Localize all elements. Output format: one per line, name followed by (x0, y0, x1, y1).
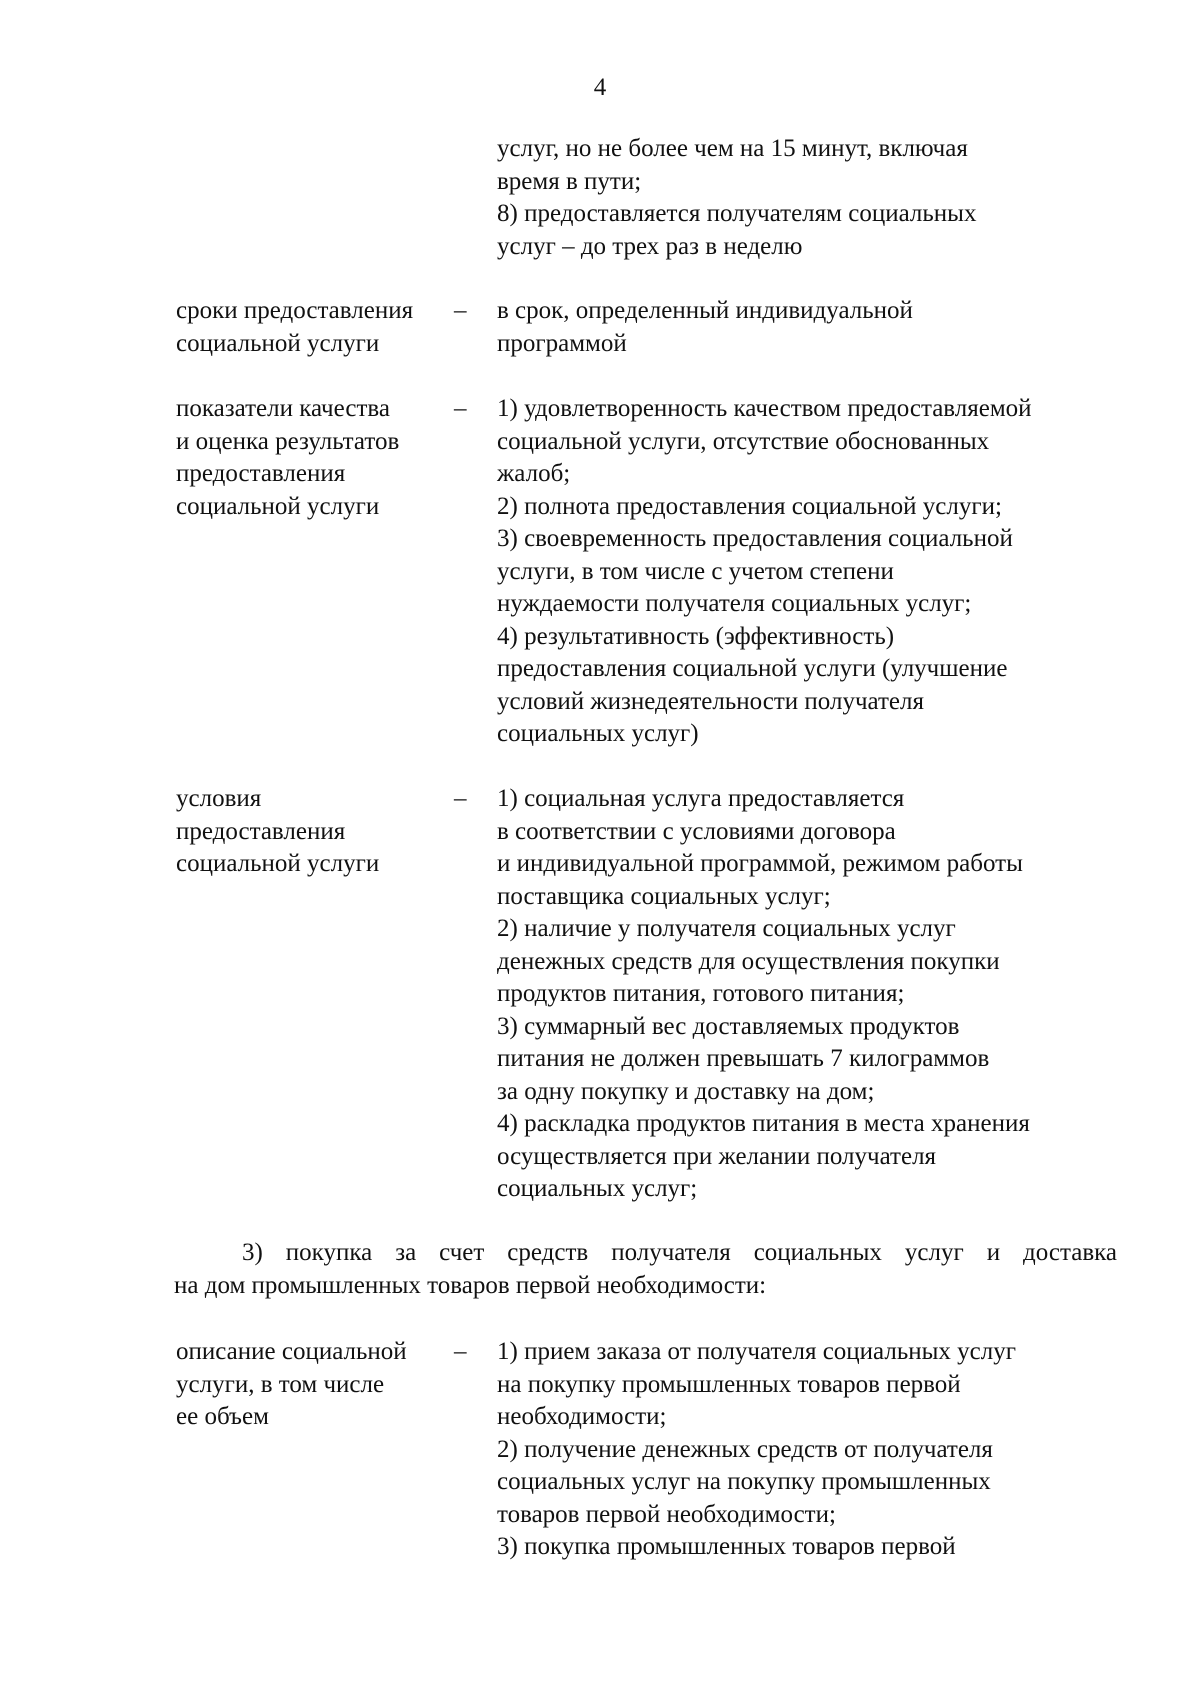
description-line: 1) удовлетворенность качеством предоставляемой (497, 395, 1032, 422)
description-line: и индивидуальной программой, режимом работы (497, 850, 1023, 877)
description-line: поставщика социальных услуг; (497, 882, 831, 910)
description-line: 1) социальная услуга предоставляется (497, 785, 905, 812)
description-line: 4) раскладка продуктов питания в места хранения (497, 1110, 1030, 1137)
term-line: сроки предоставления (176, 297, 414, 324)
term-line: социальной услуги (176, 492, 380, 520)
description-line: социальных услуг; (497, 1175, 698, 1202)
description-line: 4) результативность (эффективность) (497, 622, 895, 650)
dash-separator: – (454, 297, 467, 324)
description-line: условий жизнедеятельности получателя (497, 687, 924, 715)
description-line: питания не должен превышать 7 килограммов (497, 1045, 990, 1072)
description-line: жалоб; (497, 460, 571, 487)
description-line: нуждаемости получателя социальных услуг; (497, 590, 972, 617)
description-line: предоставления социальной услуги (улучшение (497, 655, 1008, 682)
paragraph-line: 3) покупка за счет средств получателя социальных услуг и доставка (242, 1239, 1117, 1266)
description-line: в соответствии с условиями договора (497, 817, 896, 845)
description-line: осуществляется при желании получателя (497, 1142, 937, 1170)
dash-separator: – (454, 1338, 467, 1365)
description-line: 2) полнота предоставления социальной услуги; (497, 492, 1002, 520)
description-line: необходимости; (497, 1403, 667, 1430)
description-line: социальных услуг на покупку промышленных (497, 1468, 991, 1495)
description-line: в срок, определенный индивидуальной (497, 297, 913, 324)
description-line: продуктов питания, готового питания; (497, 980, 905, 1007)
description-line: на покупку промышленных товаров первой (497, 1370, 961, 1398)
term-line: предоставления (176, 817, 346, 845)
term-line: условия (176, 785, 262, 812)
term-line: предоставления (176, 460, 346, 487)
term-line: и оценка результатов (176, 427, 400, 455)
paragraph-line: на дом промышленных товаров первой необходимости: (174, 1271, 767, 1299)
description-line: услуг, но не более чем на 15 минут, включая (497, 135, 968, 162)
term-line: социальной услуги (176, 329, 380, 357)
term-line: услуги, в том числе (176, 1370, 385, 1398)
description-line: товаров первой необходимости; (497, 1500, 836, 1528)
dash-separator: – (454, 395, 467, 422)
description-line: 3) суммарный вес доставляемых продуктов (497, 1012, 960, 1040)
description-line: 8) предоставляется получателям социальных (497, 200, 977, 227)
description-line: 2) получение денежных средств от получателя (497, 1435, 993, 1463)
term-line: показатели качества (176, 395, 390, 422)
term-line: ее объем (176, 1403, 269, 1430)
description-line: 3) покупка промышленных товаров первой (497, 1533, 956, 1560)
page-number: 4 (593, 74, 607, 101)
description-line: 2) наличие у получателя социальных услуг (497, 915, 956, 942)
description-line: услуги, в том числе с учетом степени (497, 557, 894, 585)
description-line: время в пути; (497, 167, 642, 195)
term-line: описание социальной (176, 1338, 407, 1365)
description-line: социальных услуг) (497, 720, 699, 747)
term-line: социальной услуги (176, 850, 380, 877)
description-line: 3) своевременность предоставления социальной (497, 525, 1013, 552)
description-line: денежных средств для осуществления покупки (497, 947, 1000, 975)
description-line: программой (497, 329, 627, 357)
description-line: социальной услуги, отсутствие обоснованных (497, 427, 990, 455)
description-line: 1) прием заказа от получателя социальных услуг (497, 1338, 1016, 1365)
description-line: за одну покупку и доставку на дом; (497, 1077, 875, 1105)
description-line: услуг – до трех раз в неделю (497, 232, 803, 260)
dash-separator: – (454, 785, 467, 812)
